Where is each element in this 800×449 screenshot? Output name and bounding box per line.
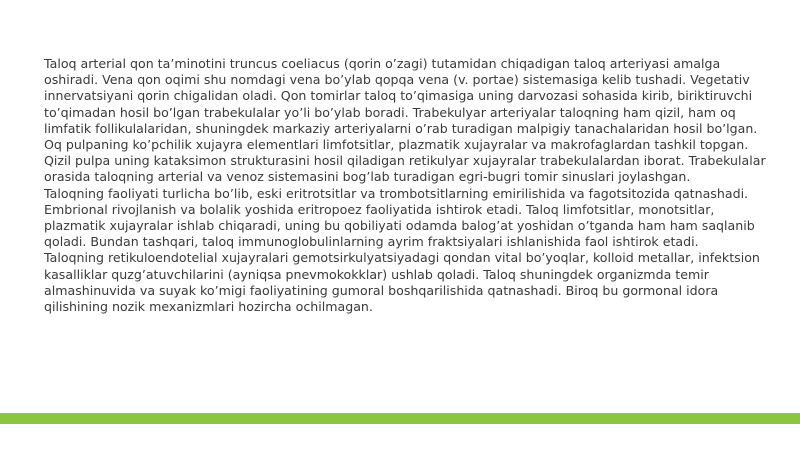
paragraph-blood-supply: Taloq arterial qon ta’minotini truncus coeliacus (qorin o’zagi) tutamidan chiqadigan taloq arteriyasi amalga oshiradi. Vena qon oqimi shu nomdagi vena bo’ylab qopqa vena (v. portae) sistemasiga kelib tushadi. Vegetativ innervatsiyani qorin chigalidan oladi. Qon tomirlar taloq to’qimasiga uning darvozasi sohasida kirib, biriktiruvchi to’qimadan hosil bo’lgan trabekulalar yo’li bo’ylab boradi. Trabekulyar arteriyalar taloqning ham qizil, ham oq limfatik follikulalaridan, shuningdek markaziy arteriyalarni o’rab turadigan malpigiy tanachalaridan hosil bo’lgan. Oq pulpaning ko’pchilik xujayra elementlari limfotsitlar, plazmatik xujayralar va makrofaglardan tashkil topgan. Qizil pulpa uning kataksimon strukturasini hosil qiladigan retikulyar xujayralar trabekulalardan iborat. Trabekulalar orasida taloqning arterial va venoz sistemasini bog’lab turadigan egri-bugri tomir sinuslari joylashgan. [44,56,766,185]
footer-accent-bar [0,413,800,424]
paragraph-function: Taloqning faoliyati turlicha bo’lib, eski eritrotsitlar va trombotsitlarning emirilishida va fagotsitozida qatnashadi. Embrional rivojlanish va bolalik yoshida eritropoez faoliyatida ishtirok etadi. Taloq limfotsitlar, monotsitlar, plazmatik xujayralar ishlab chiqaradi, uning bu qobiliyati odamda balog’at yoshidan o’tganda ham ham saqlanib qoladi. Bundan tashqari, taloq immunoglobulinlarning ayrim fraktsiyalari ishlanishida faol ishtirok etadi. [44,185,755,250]
paragraph-reticuloendothelial: Taloqning retikuloendotelial xujayralari gemotsirkulyatsiyadagi qondan vital bo’yoqlar, kolloid metallar, infektsion kasalliklar quzg’atuvchilarini (ayniqsa pnevmokokklar) ushlab qoladi. Taloq shuningdek organizmda temir almashinuvida va suyak ko’migi faoliyatining gumoral boshqarilishida qatnashadi. Biroq bu gormonal idora qilishining nozik mexanizmlari hozircha ochilmagan. [44,250,760,315]
body-text [44,56,774,315]
